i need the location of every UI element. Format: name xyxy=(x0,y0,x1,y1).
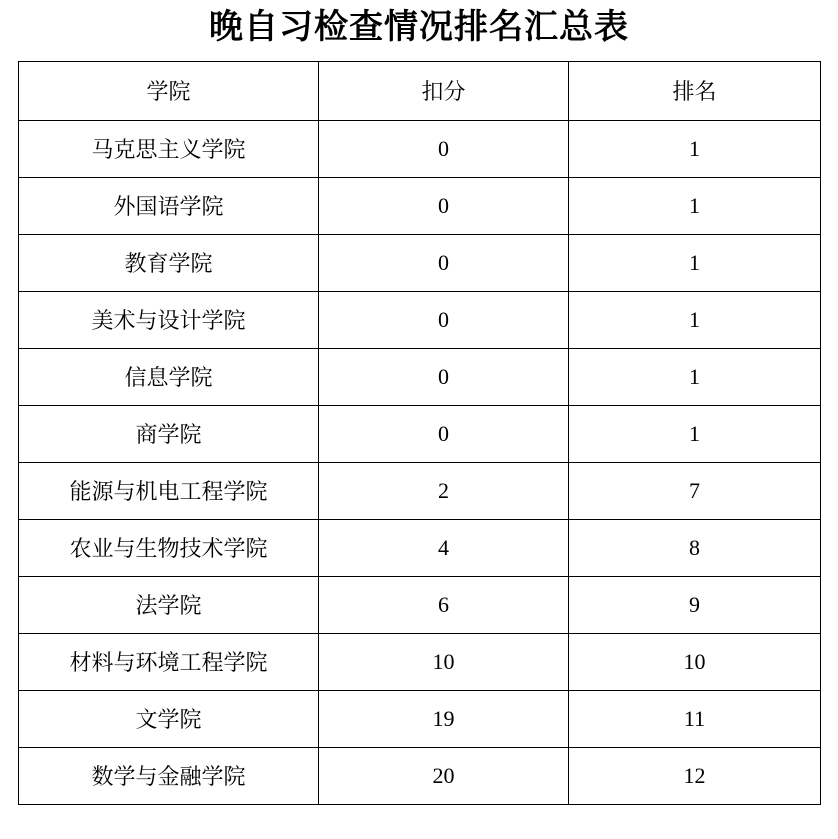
table-row xyxy=(19,291,821,348)
cell-college: 外国语学院 xyxy=(19,177,319,234)
cell-college: 美术与设计学院 xyxy=(19,291,319,348)
cell-rank: 12 xyxy=(569,747,821,804)
cell-score: 0 xyxy=(319,348,569,405)
table-body xyxy=(19,120,821,804)
cell-rank: 8 xyxy=(569,519,821,576)
cell-rank: 7 xyxy=(569,462,821,519)
table-row xyxy=(19,462,821,519)
cell-rank: 1 xyxy=(569,120,821,177)
cell-college: 马克思主义学院 xyxy=(19,120,319,177)
cell-rank: 1 xyxy=(569,348,821,405)
cell-score: 0 xyxy=(319,405,569,462)
cell-score: 10 xyxy=(319,633,569,690)
table-header xyxy=(19,61,821,120)
cell-score: 19 xyxy=(319,690,569,747)
cell-college: 信息学院 xyxy=(19,348,319,405)
cell-score: 0 xyxy=(319,120,569,177)
table-row xyxy=(19,234,821,291)
cell-rank: 1 xyxy=(569,234,821,291)
cell-rank: 1 xyxy=(569,291,821,348)
cell-college: 文学院 xyxy=(19,690,319,747)
table-row xyxy=(19,576,821,633)
column-header-score: 扣分 xyxy=(319,61,569,120)
table-row xyxy=(19,633,821,690)
page-title: 晚自习检查情况排名汇总表 xyxy=(209,9,629,46)
cell-rank: 1 xyxy=(569,177,821,234)
cell-score: 0 xyxy=(319,234,569,291)
column-header-rank: 排名 xyxy=(569,61,821,120)
cell-score: 6 xyxy=(319,576,569,633)
cell-college: 教育学院 xyxy=(19,234,319,291)
column-header-college: 学院 xyxy=(19,61,319,120)
cell-rank: 10 xyxy=(569,633,821,690)
table-container xyxy=(0,61,838,805)
cell-rank: 9 xyxy=(569,576,821,633)
cell-college: 商学院 xyxy=(19,405,319,462)
ranking-table xyxy=(18,61,821,805)
cell-college: 法学院 xyxy=(19,576,319,633)
table-row xyxy=(19,519,821,576)
cell-score: 0 xyxy=(319,177,569,234)
cell-college: 数学与金融学院 xyxy=(19,747,319,804)
table-row xyxy=(19,690,821,747)
table-header-row xyxy=(19,61,821,120)
cell-college: 能源与机电工程学院 xyxy=(19,462,319,519)
cell-score: 0 xyxy=(319,291,569,348)
cell-score: 4 xyxy=(319,519,569,576)
cell-college: 材料与环境工程学院 xyxy=(19,633,319,690)
cell-score: 20 xyxy=(319,747,569,804)
table-row xyxy=(19,405,821,462)
table-row xyxy=(19,747,821,804)
cell-rank: 11 xyxy=(569,690,821,747)
table-row xyxy=(19,348,821,405)
table-row xyxy=(19,120,821,177)
cell-rank: 1 xyxy=(569,405,821,462)
cell-score: 2 xyxy=(319,462,569,519)
table-row xyxy=(19,177,821,234)
cell-college: 农业与生物技术学院 xyxy=(19,519,319,576)
